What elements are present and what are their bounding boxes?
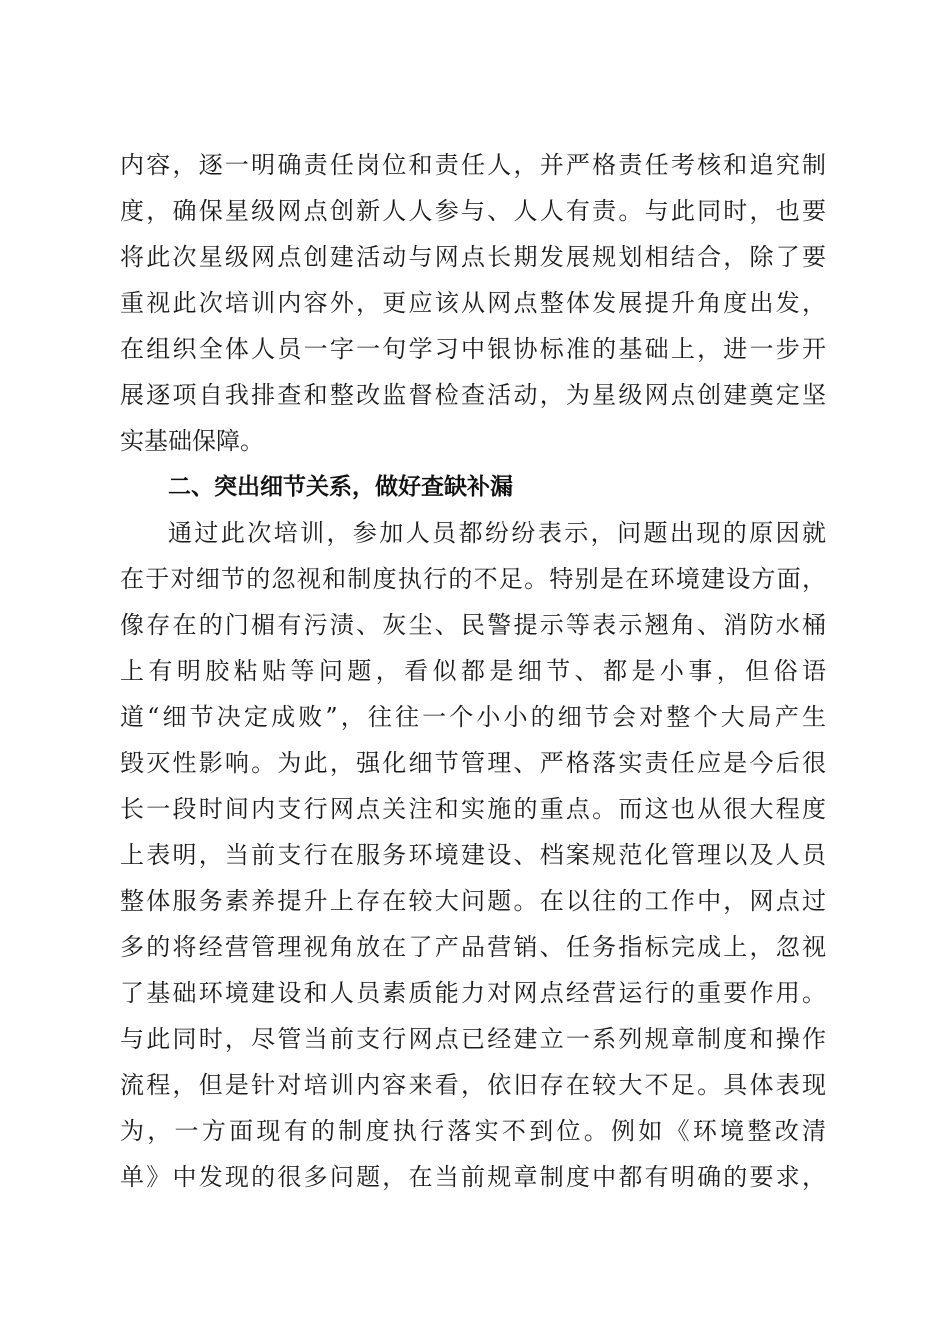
text-line: 将此次星级网点创建活动与网点长期发展规划相结合，除了要 — [120, 243, 826, 271]
text-line: 在组织全体人员一字一句学习中银协标准的基础上，进一步开 — [120, 335, 826, 363]
text-line: 上有明胶粘贴等问题，看似都是细节、都是小事，但俗语 — [120, 657, 826, 685]
text-line: 像存在的门楣有污渍、灰尘、民警提示等表示翘角、消防水桶 — [120, 611, 826, 639]
text-line: 毁灭性影响。为此，强化细节管理、严格落实责任应是今后很 — [120, 749, 826, 777]
text-line: 为，一方面现有的制度执行落实不到位。例如《环境整改清 — [120, 1117, 826, 1145]
text-line: 了基础环境建设和人员素质能力对网点经营运行的重要作用。 — [120, 979, 826, 1007]
text-line: 流程，但是针对培训内容来看，依旧存在较大不足。具体表现 — [120, 1071, 826, 1099]
text-line: 通过此次培训，参加人员都纷纷表示，问题出现的原因就 — [168, 519, 826, 547]
text-line: 实基础保障。 — [120, 427, 264, 455]
text-line: 内容，逐一明确责任岗位和责任人，并严格责任考核和追究制 — [120, 151, 826, 179]
text-line: 度，确保星级网点创新人人参与、人人有责。与此同时，也要 — [120, 197, 826, 225]
text-line: 整体服务素养提升上存在较大问题。在以往的工作中，网点过 — [120, 887, 826, 915]
document-body — [120, 142, 826, 1200]
text-line: 在于对细节的忽视和制度执行的不足。特别是在环境建设方面， — [120, 565, 826, 593]
paragraph-details — [120, 510, 826, 1200]
section-heading: 二、突出细节关系，做好查缺补漏 — [168, 474, 513, 500]
paragraph-responsibility — [120, 142, 826, 464]
text-line: 单》中发现的很多问题，在当前规章制度中都有明确的要求， — [120, 1163, 826, 1191]
text-line: 重视此次培训内容外，更应该从网点整体发展提升角度出发， — [120, 289, 826, 317]
text-line: 道“细节决定成败”，往往一个小小的细节会对整个大局产生 — [120, 703, 826, 731]
text-line: 上表明，当前支行在服务环境建设、档案规范化管理以及人员 — [120, 841, 826, 869]
text-line: 长一段时间内支行网点关注和实施的重点。而这也从很大程度 — [120, 795, 826, 823]
text-line: 展逐项自我排查和整改监督检查活动，为星级网点创建奠定坚 — [120, 381, 826, 409]
text-line: 多的将经营管理视角放在了产品营销、任务指标完成上，忽视 — [120, 933, 826, 961]
text-line: 与此同时，尽管当前支行网点已经建立一系列规章制度和操作 — [120, 1025, 826, 1053]
